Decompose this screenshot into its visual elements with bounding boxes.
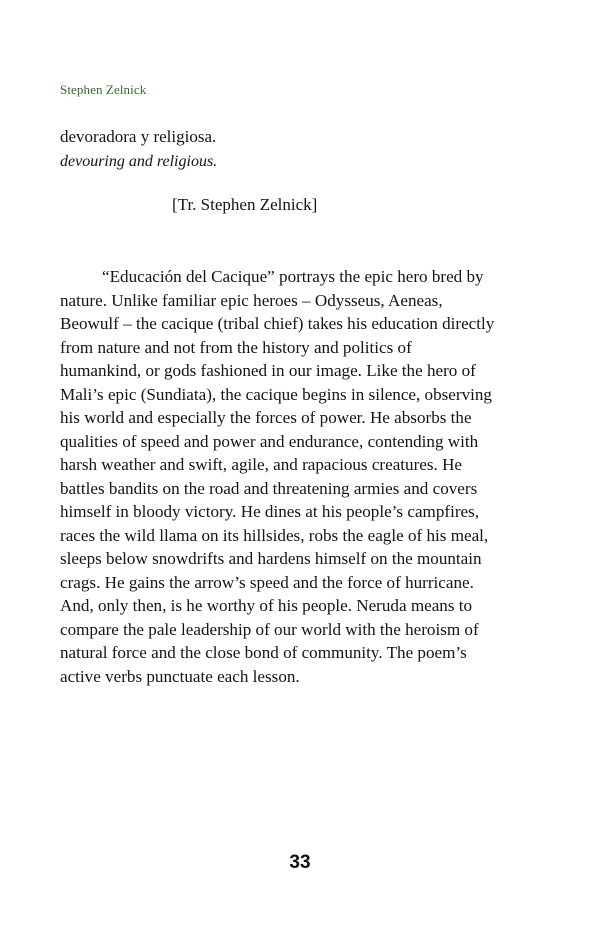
paragraph-line: nature. Unlike familiar epic heroes – Odysseus, Aeneas, — [60, 290, 443, 310]
paragraph-line: active verbs punctuate each lesson. — [60, 666, 300, 686]
paragraph-line: himself in bloody victory. He dines at his people’s campfires, — [60, 502, 480, 521]
paragraph-line: crags. He gains the arrow’s speed and the force of hurricane. — [60, 572, 474, 592]
paragraph-line: harsh weather and swift, agile, and rapacious creatures. He — [60, 455, 463, 474]
verse-translation-line: devouring and religious. — [60, 153, 218, 170]
paragraph-line: “Educación del Cacique” portrays the epic hero bred by — [102, 267, 484, 286]
verse-block — [60, 124, 217, 174]
paragraph-line: sleeps below snowdrifts and hardens himself on the mountain — [60, 549, 482, 568]
paragraph-line: his world and especially the forces of power. He absorbs the — [60, 408, 472, 427]
page-number: 33 — [289, 852, 311, 873]
paragraph-line: compare the pale leadership of our world with the heroism of — [60, 619, 479, 639]
paragraph-line: Mali’s epic (Sundiata), the cacique begins in silence, observing — [60, 384, 492, 404]
translator-credit: [Tr. Stephen Zelnick] — [172, 195, 318, 214]
paragraph-line: humankind, or gods fashioned in our image. Like the hero of — [60, 361, 476, 380]
paragraph-line: And, only then, is he worthy of his people. Neruda means to — [60, 596, 473, 615]
body-paragraph — [60, 265, 542, 688]
paragraph-line: qualities of speed and power and endurance, contending with — [60, 431, 479, 451]
running-header-author: Stephen Zelnick — [60, 82, 147, 97]
paragraph-line: battles bandits on the road and threatening armies and covers — [60, 478, 478, 498]
paragraph-line: natural force and the close bond of community. The poem’s — [60, 643, 467, 662]
paragraph-line: races the wild llama on its hillsides, robs the eagle of his meal, — [60, 525, 489, 545]
paragraph-line: from nature and not from the history and politics of — [60, 337, 412, 357]
verse-original-line: devoradora y religiosa. — [60, 127, 217, 146]
paragraph-line: Beowulf – the cacique (tribal chief) takes his education directly — [60, 314, 495, 333]
